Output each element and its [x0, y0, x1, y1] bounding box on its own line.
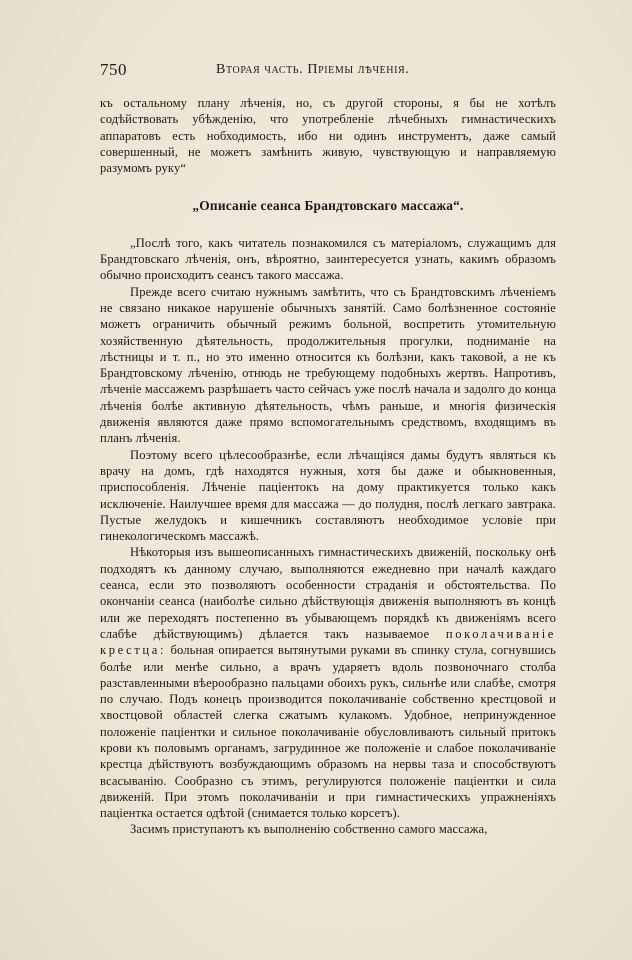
paragraph: [100, 544, 556, 821]
paragraph-text: Нѣкоторыя изъ вышеописанныхъ гимнастическихъ движеній, поскольку онѣ подходятъ къ данному случаю, выполняются ежедневно при началѣ каждаго сеанса, если это позволяютъ особенности страданія и обстоятельства. По окончаніи сеанса (наиболѣе сильно дѣйствующія движенія выполняютъ въ концѣ или же переходятъ постепенно въ убывающемъ порядкѣ къ движеніямъ всего слабѣе дѣйствующимъ) дѣлается такъ называемое: [100, 545, 556, 641]
paragraph: Поэтому всего цѣлесообразнѣе, если лѣчащіяся дамы будутъ являться къ врачу на домъ, гдѣ находятся нужныя, хотя бы даже и обыкновенныя, приспособленія. Лѣченіе паціентокъ на дому практикуется только какъ исключеніе. Наилучшее время для массажа — до полудня, послѣ легкаго завтрака. Пустые желудокъ и кишечникъ составляютъ необходимое условіе при гинекологическомъ массажѣ.: [100, 447, 556, 544]
spaced-term: поколачиваніе крестца:: [100, 626, 556, 658]
running-head: Вторая часть. Пріемы лѣченія.: [216, 62, 410, 77]
paragraph-text: больная опирается вытянутыми руками въ спинку стула, согнувшись болѣе или менѣе сильно, а врачъ ударяетъ вдоль позвоночнаго столба разставленными вѣерообразно пальцами обоихъ рукъ, сильнѣе или слабѣе, смотря по случаю. Подъ конецъ производится поколачиваніе собственно крестцовой и хвостцовой областей слегка сжатымъ кулакомъ. Удобное, непринужденное положеніе паціентки и сильное поколачиваніе обусловливаютъ сильный притокъ крови къ половымъ органамъ, загрудинное же положеніе и слабое поколачиваніе крестца дѣйствуютъ возбуждающимъ образомъ на нервы таза и способствуютъ всасыванію. Сообразно съ этимъ, регулируются положеніе паціентки и сила движеній. При этомъ поколачиваніи и при гимнастическихъ упражненіяхъ паціентка остается одѣтой (снимается только корсетъ).: [100, 643, 556, 821]
paragraph: „Послѣ того, какъ читатель познакомился съ матеріаломъ, служащимъ для Брандтовскаго лѣченія, онъ, вѣроятно, заинтересуется узнать, какимъ образомъ обычно происходитъ сеансъ такого массажа.: [100, 235, 556, 283]
page-header: [100, 60, 556, 84]
section-title: „Описаніе сеанса Брандтовскаго массажа“.: [192, 198, 464, 214]
paragraph-continuation: къ остальному плану лѣченія, но, съ другой стороны, я бы не хотѣлъ содѣйствовать убѣжденію, что употребленіе лѣчебныхъ гимнастическихъ аппаратовъ есть нобходимость, ибо ни одинъ инструментъ, даже самый совершенный, не можетъ замѣнить живую, чувствующую и направляемую разумомъ руку“: [100, 96, 556, 176]
paragraph: Прежде всего считаю нужнымъ замѣтить, что съ Брандтовскимъ лѣченіемъ не связано никакое нарушеніе обычныхъ занятій. Само болѣзненное состояніе можетъ ограничить обычный режимъ больной, воспретить утомительную хозяйственную дѣятельность, продолжительныя прогулки, подниманіе на лѣстницы и т. п., но это именно относится къ болѣзни, какъ таковой, а не къ Брандтовскому лѣченію, отнюдь не требующему подобныхъ жертвъ. Напротивъ, лѣченіе массажемъ разрѣшаетъ часто сейчасъ уже послѣ начала и задолго до конца лѣченія болѣе активную дѣятельность, чѣмъ раньше, и многія физическія движенія являются даже прямо вспомогательнымъ средствомъ, входящимъ въ планъ лѣченія.: [100, 284, 556, 446]
paragraph: Засимъ приступаютъ къ выполненію собственно самого массажа,: [130, 822, 488, 837]
body-text: [100, 95, 556, 838]
page-number: 750: [100, 60, 127, 79]
